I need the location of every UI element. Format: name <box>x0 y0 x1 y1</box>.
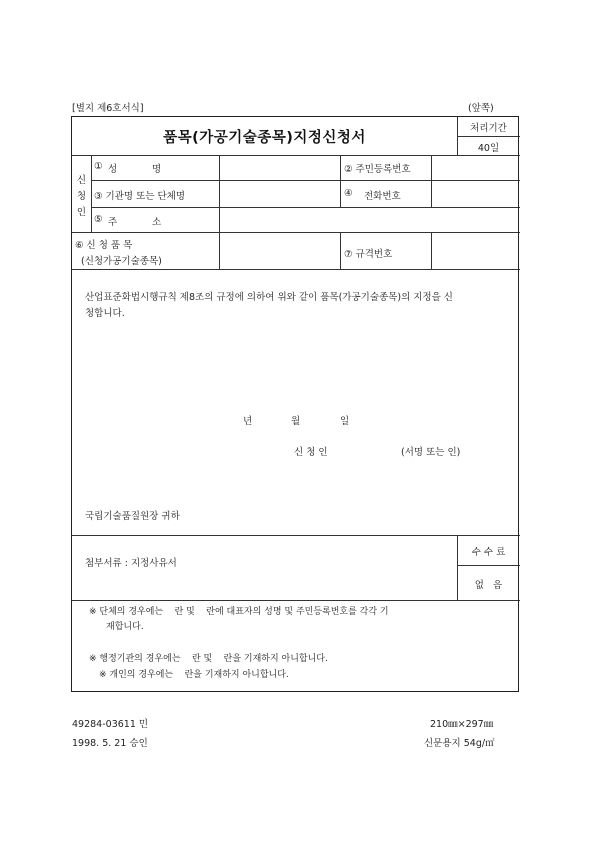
address-label-char-1: 주 <box>108 217 118 228</box>
note-individual: ※ 개인의 경우에는 란을 기재하지 아니합니다. <box>99 670 289 680</box>
sign-or-seal-note: (서명 또는 인) <box>401 447 461 458</box>
fee-divider <box>457 565 520 566</box>
applicant-group-label-1: 신 <box>76 175 87 186</box>
note-organization-line-1: ※ 단체의 경우에는 란 및 란에 대표자의 성명 및 주민등록번호를 각각 기 <box>89 607 389 617</box>
form-code: 49284-03611 민 <box>72 719 149 730</box>
col-divider <box>340 232 341 269</box>
item-field[interactable] <box>220 233 340 269</box>
spec-number-label: ⑦ 규격번호 <box>344 249 393 260</box>
name-number: ① <box>94 161 103 172</box>
col-divider <box>340 155 341 207</box>
address-field[interactable] <box>220 208 520 232</box>
approval-date: 1998. 5. 21 승인 <box>72 738 148 749</box>
address-label-char-2: 소 <box>152 217 162 228</box>
processing-period-value: 40일 <box>477 143 500 154</box>
spec-number-field[interactable] <box>432 233 520 269</box>
row-divider <box>72 535 520 536</box>
paper-size: 210㎜×297㎜ <box>430 719 494 730</box>
name-label-char-1: 성 <box>108 164 118 175</box>
fee-label: 수 수 료 <box>471 547 506 558</box>
attachment-label: 첨부서류 : 지정사유서 <box>85 558 177 569</box>
statement-line-2: 청합니다. <box>85 308 125 319</box>
phone-label: 전화번호 <box>364 191 401 202</box>
note-government: ※ 행정기관의 경우에는 란 및 란을 기재하지 아니합니다. <box>89 654 328 664</box>
addressee: 국립기술품질원장 귀하 <box>85 511 180 522</box>
processing-divider <box>457 136 520 137</box>
row-divider <box>72 600 520 601</box>
address-number: ⑤ <box>94 214 103 225</box>
phone-field[interactable] <box>432 181 520 207</box>
row-divider <box>72 269 520 270</box>
phone-number-mark: ④ <box>344 188 353 199</box>
fee-value: 없 음 <box>474 580 503 591</box>
paper-spec: 신문용지 54g/㎡ <box>424 738 495 749</box>
applicant-sign-label: 신 청 인 <box>294 447 328 458</box>
org-name-field[interactable] <box>220 181 340 207</box>
form-title: 품목(가공기술종목)지정신청서 <box>163 130 366 146</box>
page-side-label: (앞쪽) <box>468 103 494 114</box>
rrn-field[interactable] <box>432 156 520 180</box>
date-day-label: 일 <box>340 416 350 427</box>
application-form <box>71 116 519 692</box>
name-label-char-2: 명 <box>152 164 162 175</box>
processing-period-label: 처리기간 <box>470 123 507 134</box>
org-name-label: ③ 기관명 또는 단체명 <box>94 191 185 202</box>
statement-line-1: 산업표준화법시행규칙 제8조의 규정에 의하여 위와 같이 품목(가공기술종목)의 지정을 신 <box>85 292 453 303</box>
rrn-label: ② 주민등록번호 <box>344 164 411 175</box>
item-label: ⑥ 신 청 품 목 <box>75 240 133 251</box>
item-label-sub: (신청가공기술종목) <box>81 256 162 267</box>
date-year-label: 년 <box>243 416 253 427</box>
form-number: [별지 제6호서식] <box>72 103 144 114</box>
note-organization-line-2: 재합니다. <box>106 622 144 632</box>
name-field[interactable] <box>220 156 340 180</box>
date-month-label: 월 <box>291 416 301 427</box>
applicant-group-label-2: 청 <box>76 191 87 202</box>
col-divider <box>91 155 92 232</box>
applicant-group-label-3: 인 <box>76 207 87 218</box>
